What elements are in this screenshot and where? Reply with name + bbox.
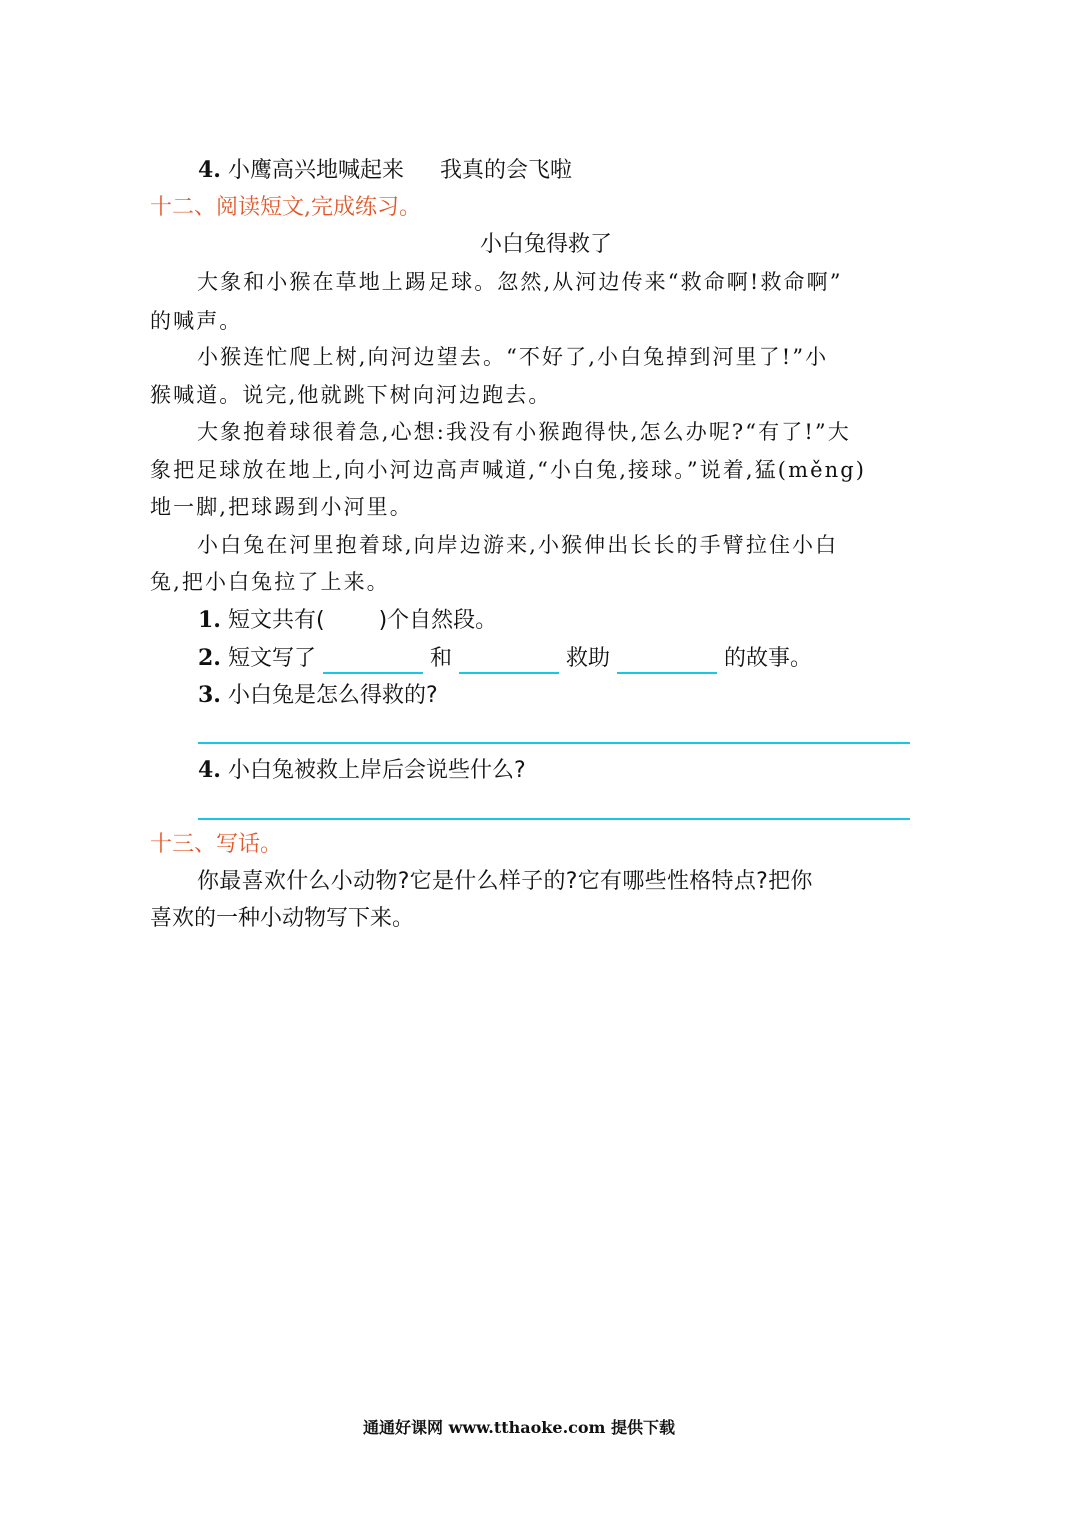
writing-prompt-line-1: 你最喜欢什么小动物?它是什么样子的?它有哪些性格特点?把你 <box>197 869 813 894</box>
section12-heading: 十二、阅读短文,完成练习。 <box>150 195 421 220</box>
answer-blank-3[interactable] <box>617 650 717 674</box>
passage-line: 地一脚,把球踢到小河里。 <box>150 495 413 519</box>
section13-heading: 十三、写话。 <box>150 832 283 857</box>
question-number: 4. <box>198 757 221 783</box>
passage-line: 小猴连忙爬上树,向河边望去。“不好了,小白兔掉到河里了!”小 <box>197 345 829 369</box>
question-text-after: 的故事。 <box>724 646 813 671</box>
answer-blank-2[interactable] <box>459 650 559 674</box>
question-text-before: 短文写了 <box>227 646 316 671</box>
answer-blank-1[interactable] <box>323 650 423 674</box>
question-text-mid2: 救助 <box>566 646 611 671</box>
question-text: 小白兔是怎么得救的? <box>227 683 438 708</box>
question-text-part2: 我真的会飞啦 <box>439 158 572 183</box>
question-number: 1. <box>198 607 221 633</box>
passage-line: 猴喊道。说完,他就跳下树向河边跑去。 <box>150 383 552 407</box>
question-3 <box>198 680 438 711</box>
question-text-after: )个自然段。 <box>378 608 498 633</box>
question-4 <box>198 755 526 786</box>
question-text-part1: 小鹰高兴地喊起来 <box>227 158 404 183</box>
question-text-before: 短文共有( <box>227 608 325 633</box>
question-text-mid1: 和 <box>429 646 452 671</box>
section11-question-4 <box>198 155 572 186</box>
passage-line: 兔,把小白兔拉了上来。 <box>150 570 390 594</box>
question-number: 2. <box>198 645 221 671</box>
answer-line-q3[interactable] <box>198 742 910 744</box>
passage-line: 的喊声。 <box>150 309 243 333</box>
passage-title: 小白兔得救了 <box>480 232 613 257</box>
writing-prompt-line-2: 喜欢的一种小动物写下来。 <box>150 906 415 931</box>
passage-line: 小白兔在河里抱着球,向岸边游来,小猴伸出长长的手臂拉住小白 <box>197 533 839 557</box>
footer-credit: 通通好课网 www.tthaoke.com 提供下载 <box>363 1418 676 1437</box>
passage-line: 大象抱着球很着急,心想:我没有小猴跑得快,怎么办呢?“有了!”大 <box>197 420 851 444</box>
answer-line-q4[interactable] <box>198 818 910 820</box>
question-1 <box>198 605 497 636</box>
passage-line: 象把足球放在地上,向小河边高声喊道,“小白兔,接球。”说着,猛(měng) <box>150 458 867 482</box>
question-number: 4. <box>198 157 221 183</box>
question-text: 小白兔被救上岸后会说些什么? <box>227 758 526 783</box>
question-2 <box>198 643 812 674</box>
question-number: 3. <box>198 682 221 708</box>
passage-line: 大象和小猴在草地上踢足球。忽然,从河边传来“救命啊!救命啊” <box>197 270 843 294</box>
